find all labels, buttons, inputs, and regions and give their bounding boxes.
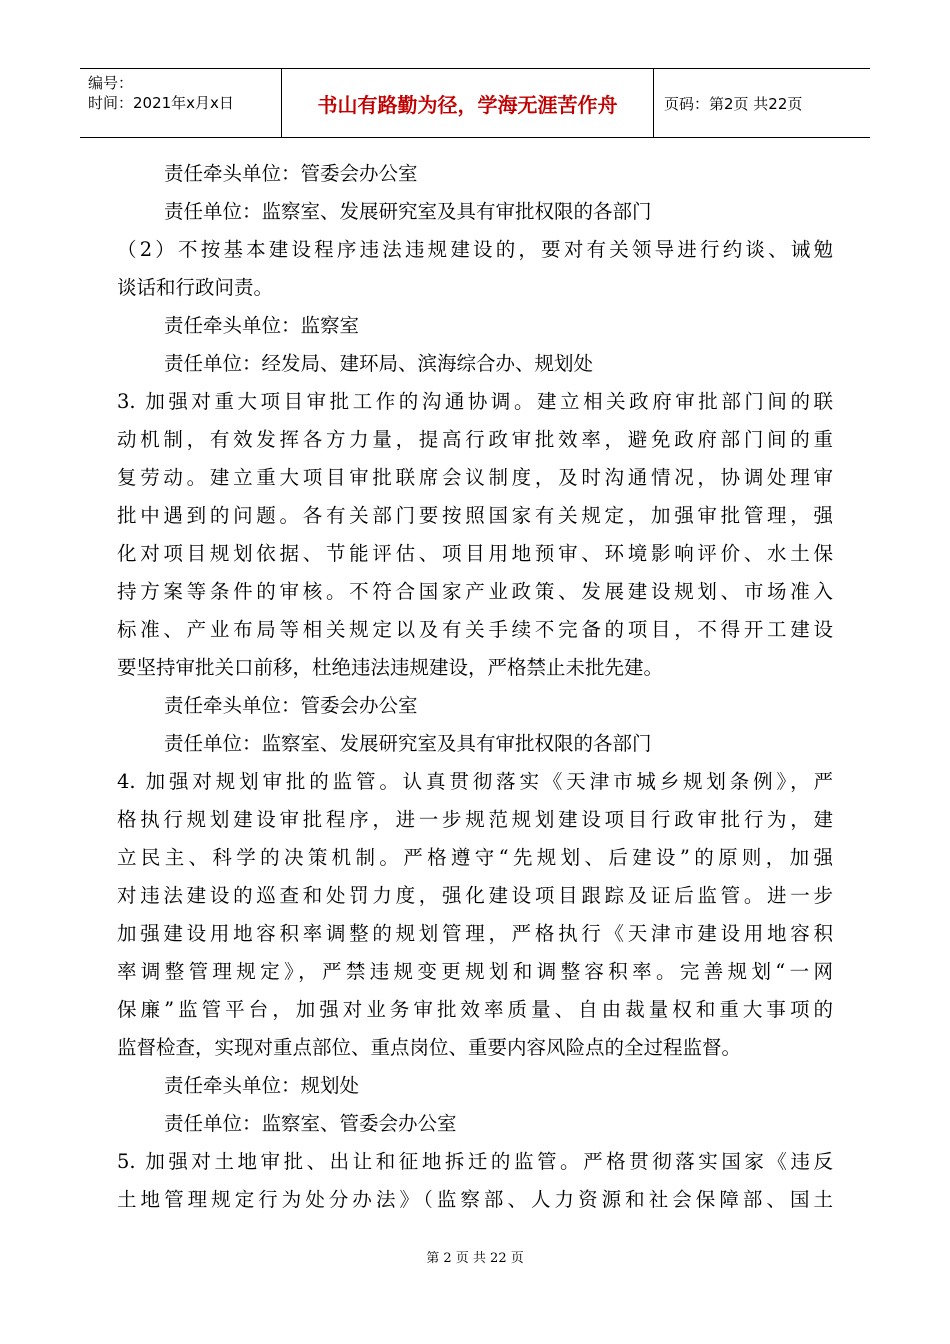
text-line: 土地管理规定行为处分办法》（监察部、人力资源和社会保障部、国土 bbox=[117, 1188, 833, 1211]
text-line: 率调整管理规定》，严禁违规变更规划和调整容积率。完善规划“一网 bbox=[117, 960, 833, 983]
text-line: 责任牵头单位：监察室 bbox=[164, 314, 360, 337]
header-page-info: 页码：第2页 共22页 bbox=[664, 94, 803, 113]
page-footer: 第 2 页 共 22 页 bbox=[426, 1251, 524, 1266]
text-line: 复劳动。建立重大项目审批联席会议制度，及时沟通情况，协调处理审 bbox=[117, 466, 833, 489]
text-line: 持方案等条件的审核。不符合国家产业政策、发展建设规划、市场准入 bbox=[117, 580, 833, 603]
text-line: 要坚持审批关口前移，杜绝违法违规建设，严格禁止未批先建。 bbox=[117, 656, 664, 679]
page-header bbox=[80, 68, 870, 138]
text-line: 责任单位：经发局、建环局、滨海综合办、规划处 bbox=[164, 352, 594, 375]
text-line: 3. 加强对重大项目审批工作的沟通协调。建立相关政府审批部门间的联 bbox=[117, 390, 833, 413]
text-line: 责任单位：监察室、发展研究室及具有审批权限的各部门 bbox=[164, 200, 652, 223]
text-line: 格执行规划建设审批程序，进一步规范规划建设项目行政审批行为，建 bbox=[117, 808, 833, 831]
text-line: 标准、产业布局等相关规定以及有关手续不完备的项目，不得开工建设 bbox=[117, 618, 833, 641]
text-line: 责任牵头单位：管委会办公室 bbox=[164, 162, 418, 185]
document-date: 时间：2021年x月x日 bbox=[88, 94, 234, 112]
text-line: 监督检查，实现对重点部位、重点岗位、重要内容风险点的全过程监督。 bbox=[117, 1036, 742, 1059]
text-line: 谈话和行政问责。 bbox=[117, 276, 274, 299]
text-line: （2）不按基本建设程序违法违规建设的，要对有关领导进行约谈、诫勉 bbox=[117, 238, 833, 261]
text-line: 化对项目规划依据、节能评估、项目用地预审、环境影响评价、水土保 bbox=[117, 542, 833, 565]
text-line: 5. 加强对土地审批、出让和征地拆迁的监管。严格贯彻落实国家《违反 bbox=[117, 1150, 833, 1173]
text-line: 责任单位：监察室、发展研究室及具有审批权限的各部门 bbox=[164, 732, 652, 755]
text-line: 批中遇到的问题。各有关部门要按照国家有关规定，加强审批管理，强 bbox=[117, 504, 833, 527]
text-line: 对违法建设的巡查和处罚力度，强化建设项目跟踪及证后监管。进一步 bbox=[117, 884, 833, 907]
text-line: 加强建设用地容积率调整的规划管理，严格执行《天津市建设用地容积 bbox=[117, 922, 833, 945]
header-meta bbox=[80, 69, 282, 137]
text-line: 立民主、科学的决策机制。严格遵守“先规划、后建设”的原则，加强 bbox=[117, 846, 833, 869]
header-motto: 书山有路勤为径，学海无涯苦作舟 bbox=[282, 69, 654, 137]
text-line: 保廉”监管平台，加强对业务审批效率质量、自由裁量权和重大事项的 bbox=[117, 998, 833, 1021]
text-line: 责任牵头单位：规划处 bbox=[164, 1074, 360, 1097]
document-body bbox=[117, 155, 833, 1219]
text-line: 动机制，有效发挥各方力量，提高行政审批效率，避免政府部门间的重 bbox=[117, 428, 833, 451]
document-number: 编号： bbox=[88, 74, 134, 92]
text-line: 责任单位：监察室、管委会办公室 bbox=[164, 1112, 457, 1135]
text-line: 责任牵头单位：管委会办公室 bbox=[164, 694, 418, 717]
text-line: 4. 加强对规划审批的监管。认真贯彻落实《天津市城乡规划条例》，严 bbox=[117, 770, 833, 793]
